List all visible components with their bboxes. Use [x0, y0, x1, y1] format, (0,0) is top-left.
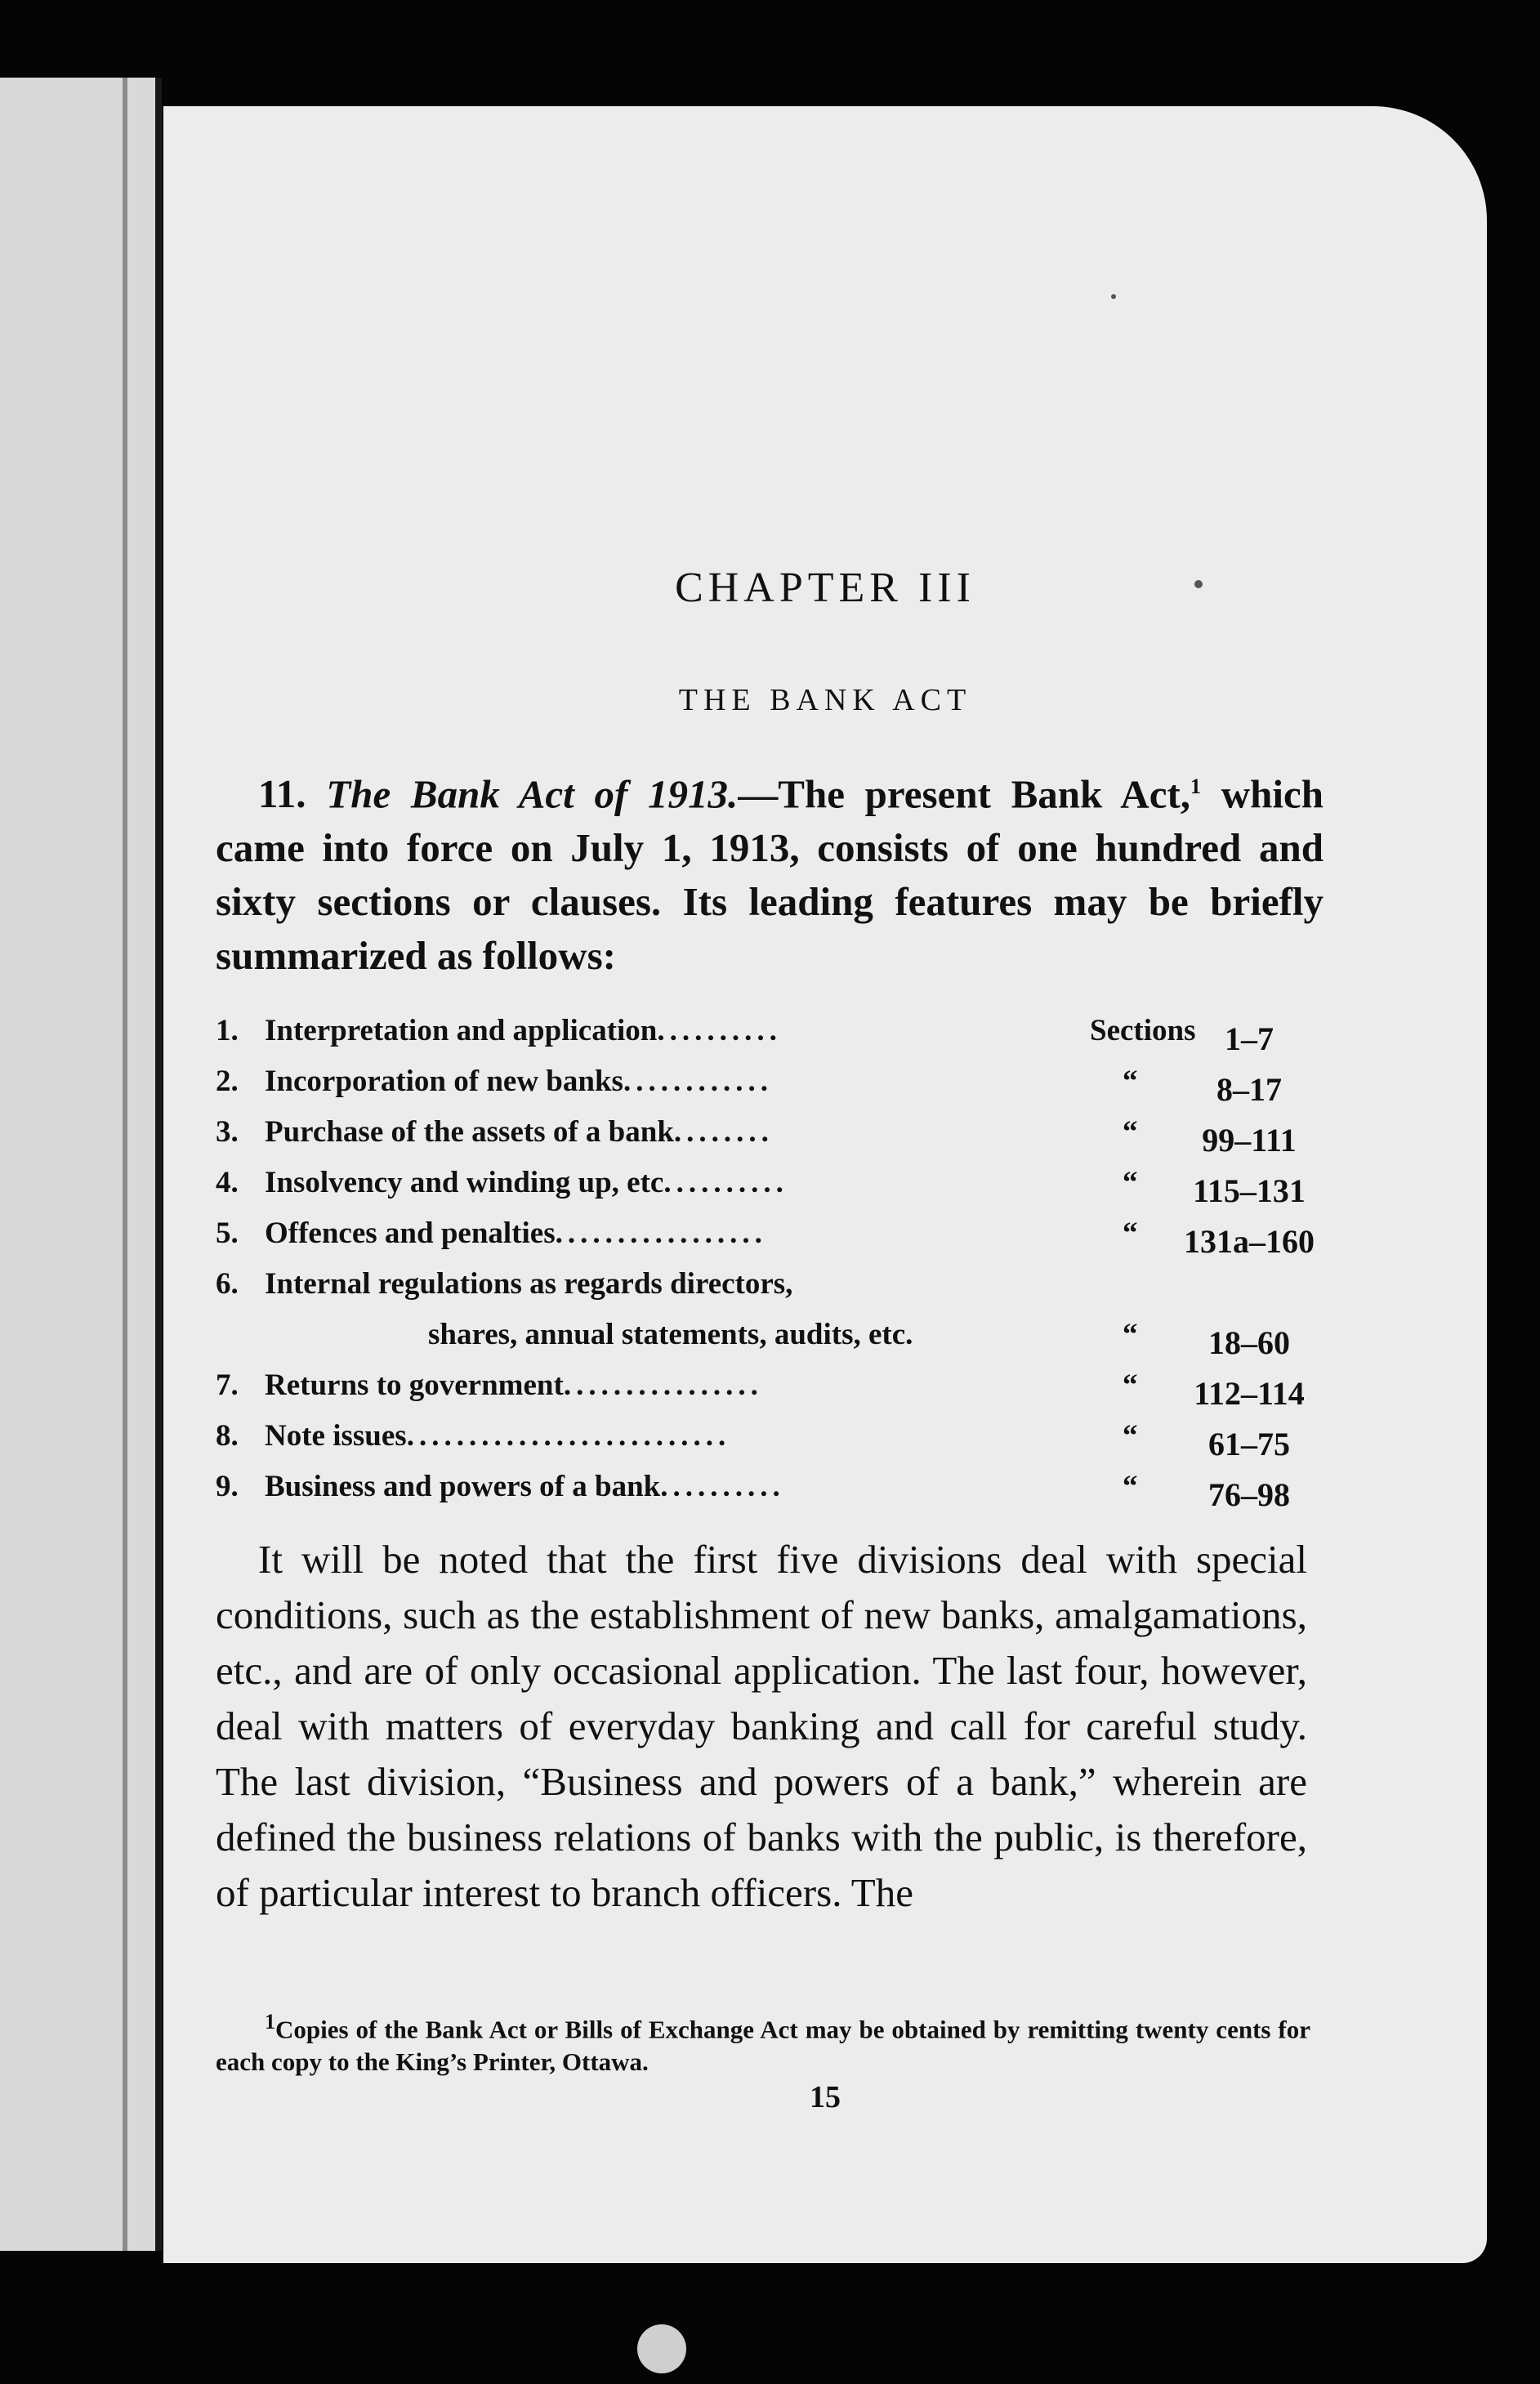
section-range: 8–17 — [1216, 1071, 1282, 1108]
section-range: 99–111 — [1202, 1122, 1297, 1159]
item-label: Interpretation and application.......... — [265, 1014, 782, 1047]
list-item — [216, 1469, 1359, 1520]
item-label: Internal regulations as regards directors, — [265, 1267, 793, 1301]
list-item — [216, 1114, 1359, 1165]
ditto-mark: “ — [1123, 1470, 1138, 1503]
section-range: 61–75 — [1208, 1426, 1290, 1462]
section-range: 76–98 — [1208, 1476, 1290, 1513]
chapter-subtitle: THE BANK ACT — [678, 683, 972, 717]
intro-text-b: which came into force on July 1, 1913, consists of one hundred and sixty sections or clauses. Its leading features may be briefly summarized as follows: — [216, 771, 1324, 979]
footnote-text: Copies of the Bank Act or Bills of Exchange Act may be obtained by remitting twenty cents for each copy to the King’s Printer, Ottawa. — [216, 2015, 1310, 2077]
contents-list — [216, 1013, 1359, 1520]
footnote-marker: 1 — [1190, 775, 1202, 798]
list-item — [216, 1165, 1359, 1216]
body-paragraph — [216, 1532, 1307, 1921]
item-label: Note issues.......................... — [265, 1419, 731, 1453]
previous-page-edge — [0, 78, 162, 2251]
ditto-mark: “ — [1123, 1368, 1138, 1402]
section-heading: The Bank Act of 1913. — [326, 771, 739, 817]
item-label: Returns to government................ — [265, 1368, 763, 1402]
item-label: Business and powers of a bank.......... — [265, 1470, 785, 1503]
ditto-mark: “ — [1123, 1065, 1138, 1098]
scan-speck — [1194, 580, 1203, 588]
ditto-mark: “ — [1123, 1419, 1138, 1453]
scan-speck — [1111, 294, 1116, 299]
list-item — [216, 1013, 1359, 1064]
item-label: Offences and penalties................. — [265, 1217, 767, 1250]
book-page — [163, 106, 1487, 2263]
item-number: 9. — [216, 1470, 239, 1503]
list-item — [216, 1266, 1359, 1368]
body-text: It will be noted that the first five divisions deal with special conditions, such as the establishment of new banks, amalgamations, etc., and are of only occasional application. The last four, however, deal with matters of everyday banking and call for careful study. The last division, “Business and powers of a bank,” wherein are defined the business relations of banks with the public, is therefore, of particular interest to branch officers. The — [216, 1537, 1307, 1915]
item-label-continued: shares, annual statements, audits, etc. — [428, 1318, 913, 1351]
ditto-mark: “ — [1123, 1217, 1138, 1250]
sections-label: Sections — [1090, 1014, 1196, 1047]
item-number: 3. — [216, 1115, 239, 1149]
list-item — [216, 1216, 1359, 1266]
item-number: 4. — [216, 1166, 239, 1199]
item-number: 6. — [216, 1267, 239, 1301]
list-item — [216, 1368, 1359, 1418]
list-item — [216, 1064, 1359, 1114]
intro-paragraph — [216, 760, 1324, 983]
page-gutter-line — [123, 78, 127, 2251]
page-number: 15 — [810, 2080, 841, 2114]
scan-artifact — [637, 2324, 686, 2373]
section-range: 112–114 — [1194, 1375, 1305, 1412]
item-label: Purchase of the assets of a bank........ — [265, 1115, 774, 1149]
section-range: 18–60 — [1208, 1324, 1290, 1361]
item-label: Insolvency and winding up, etc.......... — [265, 1166, 788, 1199]
intro-text-a: —The present Bank Act, — [738, 771, 1191, 817]
ditto-mark: “ — [1123, 1166, 1138, 1199]
item-number: 5. — [216, 1217, 239, 1250]
item-number: 2. — [216, 1065, 239, 1098]
section-number: 11. — [258, 771, 306, 817]
section-range: 115–131 — [1193, 1172, 1306, 1209]
section-range: 1–7 — [1225, 1020, 1274, 1057]
item-number: 1. — [216, 1014, 239, 1047]
item-label: Incorporation of new banks............ — [265, 1065, 773, 1098]
footnote-number: 1 — [265, 2010, 275, 2034]
list-item — [216, 1418, 1359, 1469]
item-number: 8. — [216, 1419, 239, 1453]
ditto-mark: “ — [1123, 1115, 1138, 1149]
ditto-mark: “ — [1123, 1318, 1138, 1351]
footnote — [216, 2006, 1310, 2078]
section-range: 131a–160 — [1184, 1223, 1315, 1260]
chapter-title: CHAPTER III — [675, 565, 975, 611]
item-number: 7. — [216, 1368, 239, 1402]
